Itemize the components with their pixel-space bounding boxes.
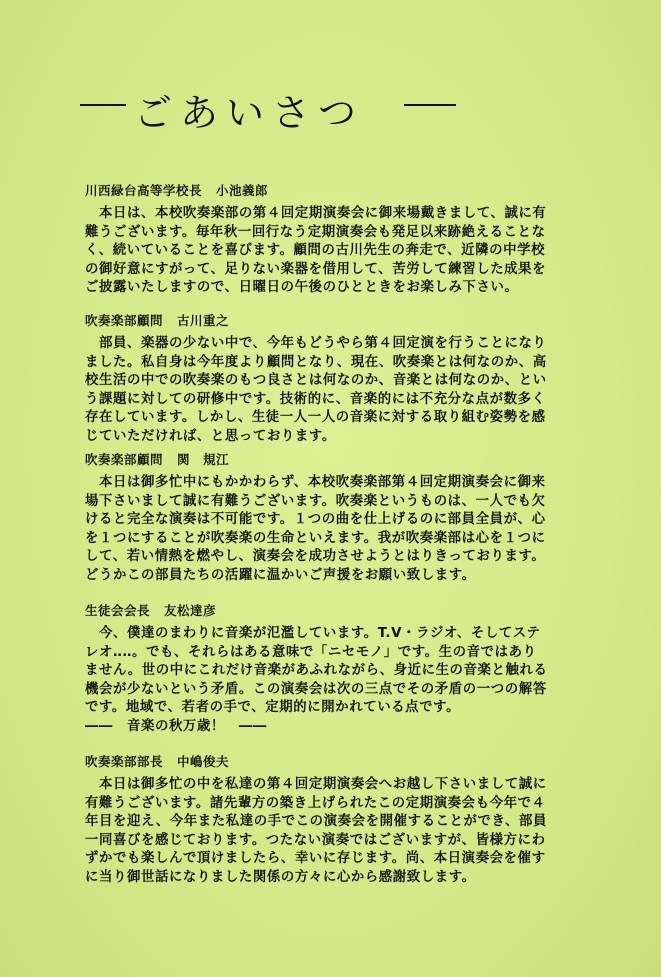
title-rule-right: [404, 104, 456, 106]
greeting-text: [85, 474, 585, 586]
speaker-role: 吹奏楽部顧問: [85, 313, 164, 328]
text-line: 本日は御多忙中にもかかわらず、本校吹奏楽部第４回定期演奏会に御来: [85, 475, 546, 490]
text-line: 本日は御多忙の中を私達の第４回定期演奏会へお越し下さいまして誠に: [85, 777, 547, 792]
speaker-role: 吹奏楽部部長: [85, 754, 164, 769]
text-line: ません。世の中にこれだけ音楽があふれながら、身近に生の音楽と触れる: [85, 663, 548, 679]
text-line: じていただければ、と思っております。: [85, 428, 336, 444]
greeting-principal: [85, 181, 585, 298]
title-rule-left: [80, 104, 126, 106]
greeting-advisor-furukawa: [85, 311, 585, 447]
text-line: ご披露いたしますので、日曜日の午後のひとときをお楽しみ下さい。: [85, 280, 519, 296]
greeting-advisor-seki: [85, 450, 585, 586]
text-line: ずかでも楽しんで頂けましたら、幸いに存じます。尚、本日演奏会を催す: [85, 851, 546, 867]
speaker-heading: [85, 752, 585, 770]
text-line: レオ‥‥。でも、それらはある意味で「ニセモノ」です。生の音ではあり: [85, 644, 537, 660]
speaker-name: 関 規江: [177, 452, 230, 467]
text-line: く、続いていることを喜びます。顧問の古川先生の奔走で、近隣の中学校: [85, 243, 546, 259]
greeting-title: [78, 82, 388, 135]
text-line: の御好意にすがって、足りない楽器を借用して、苦労して練習した成果を: [85, 261, 547, 277]
greeting-club-president: [85, 752, 585, 888]
speaker-heading: [85, 181, 585, 199]
text-line: 校生活の中での吹奏楽のもつ良さとは何なのか、音楽とは何なのか、とい: [85, 373, 547, 389]
text-line: 年目を迎え、今年また私達の手でこの演奏会を開催することができ、部員: [85, 814, 547, 830]
text-line: 有難うございます。諸先輩方の築き上げられたこの定期演奏会も今年で４: [85, 795, 546, 811]
text-line: ―― 音楽の秋万歳！ ――: [85, 718, 267, 734]
text-line: 本日は、本校吹奏楽部の第４回定期演奏会に御来場戴きまして、誠に有: [85, 206, 547, 221]
text-line: して、若い情熱を燃やし、演奏会を成功させようとはりきっております。: [85, 549, 546, 565]
text-line: 存在しています。しかし、生徒一人一人の音楽に対する取り組む姿勢を感: [85, 410, 546, 426]
speaker-heading: [85, 450, 585, 468]
speaker-name: 中嶋俊夫: [177, 754, 230, 769]
speaker-name: 小池義郎: [216, 183, 269, 198]
speaker-heading: [85, 311, 585, 329]
text-line: う課題に対しての研修中です。技術的に、音楽的には不充分な点が数多く: [85, 391, 546, 407]
speaker-role: 生徒会会長: [85, 603, 151, 618]
text-line: に当り御世話になりました関係の方々に心から感謝致します。: [85, 869, 476, 885]
text-line: 今、僕達のまわりに音楽が氾濫しています。T.V・ラジオ、そしてステ: [85, 626, 541, 641]
speaker-role: 吹奏楽部顧問: [85, 452, 164, 467]
greeting-text: [85, 335, 585, 447]
text-line: どうかこの部員たちの活躍に温かいご声援をお願い致します。: [85, 567, 476, 583]
greeting-text: [85, 776, 585, 888]
greeting-text: [85, 205, 585, 298]
greeting-student-council: [85, 601, 585, 737]
text-line: 難うございます。毎年秋一回行なう定期演奏会も発足以来跡絶えることな: [85, 224, 546, 240]
text-line: 部員、楽器の少ない中で、今年もどうやら第４回定演を行うことになり: [85, 336, 547, 351]
text-line: です。地域で、若者の手で、定期的に開かれている点です。: [85, 700, 461, 716]
speaker-heading: [85, 601, 585, 619]
text-line: を１つにすることが吹奏楽の生命といえます。我が吹奏楽部は心を１つに: [85, 530, 546, 546]
text-line: 場下さいまして誠に有難うございます。吹奏楽というものは、一人でも欠: [85, 493, 546, 509]
speaker-role: 川西緑台高等学校長: [85, 183, 203, 198]
speaker-name: 友松達彦: [164, 603, 217, 618]
greeting-text: [85, 625, 585, 737]
text-line: ました。私自身は今年度より顧問となり、現在、吹奏楽とは何なのか、高: [85, 354, 547, 370]
text-line: けると完全な演奏は不可能です。１つの曲を仕上げるのに部員全員が、心: [85, 512, 546, 528]
text-line: 機会が少ないという矛盾。この演奏会は次の三点でその矛盾の一つの解答: [85, 681, 547, 697]
title-text: ごあいさつ: [134, 91, 365, 135]
text-line: 一同喜びを感じております。つたない演奏ではございますが、皆様方にわ: [85, 832, 546, 848]
speaker-name: 古川重之: [177, 313, 230, 328]
